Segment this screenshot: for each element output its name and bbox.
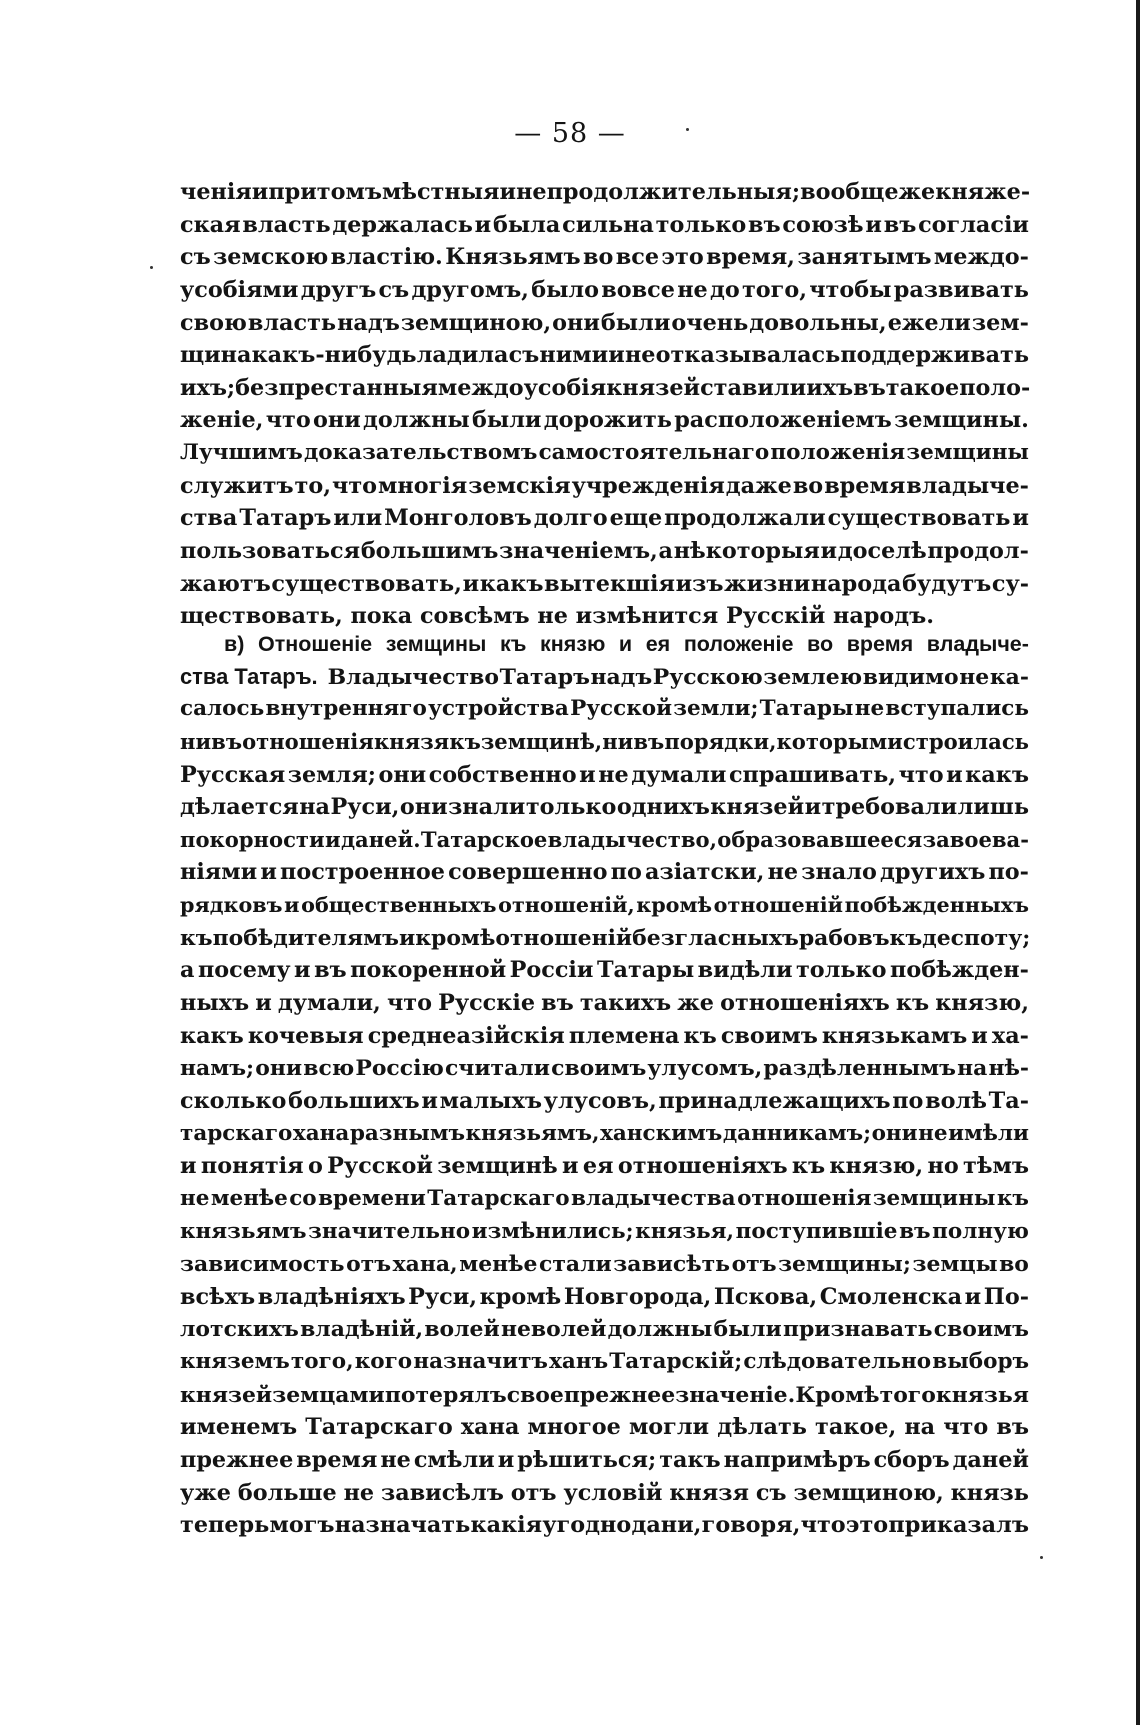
text-line: салось внутренняго устройства Русской земли; Татары не вступались xyxy=(180,696,1029,722)
section-heading-end: ства Татаръ. xyxy=(180,663,318,689)
text-line: ніями и построенное совершенно по азіатски, не знало другихъ по- xyxy=(180,859,1029,886)
text-line: князьямъ значительно измѣнились; князья, поступившіе въ полную xyxy=(180,1218,1029,1244)
text-line: прежнее время не смѣли и рѣшиться; такъ напримѣръ сборъ даней xyxy=(180,1447,1029,1474)
text-line: дѣлается на Руси, они знали только однихъ князей и требовали лишь xyxy=(180,794,1029,821)
text-line: какъ кочевыя среднеазійскія племена къ своимъ князькамъ и ха- xyxy=(180,1022,1029,1049)
text-line: съ земскою властію. Князьямъ во все это время, занятымъ междо- xyxy=(180,244,1029,271)
text-line: князей земцами потерялъ свое прежнее значеніе. Кромѣ того князья xyxy=(180,1381,1029,1408)
text-line: всѣхъ владѣніяхъ Руси, кромѣ Новгорода, Пскова, Смоленска и По- xyxy=(180,1283,1029,1310)
body-text-continuation: Владычество Татаръ надъ Русскою землею видимо не ка- xyxy=(327,663,1029,690)
text-line: жаютъ существовать, и какъ вытекшія изъ жизни народа будутъ су- xyxy=(180,570,1029,597)
text-line: тарскаго хана разнымъ князьямъ, ханскимъ данникамъ; они не имѣли xyxy=(180,1120,1029,1146)
section-heading: в) Отношеніе земщины къ князю и ея положеніе во время владыче- xyxy=(224,632,1029,656)
heading-continuation-line xyxy=(180,661,1029,694)
text-line: именемъ Татарскаго хана многое могли дѣлать такое, на что въ xyxy=(180,1414,1029,1441)
text-line: покорности и даней. Татарское владычество, образовавшееся завоева- xyxy=(180,826,1029,852)
text-line: а посему и въ покоренной Россіи Татары видѣли только побѣжден- xyxy=(180,957,1029,984)
paper-speck xyxy=(150,266,153,269)
text-line: къ побѣдителямъ и кромѣ отношеній безгласныхъ рабовъ къ деспоту; xyxy=(180,924,1031,951)
text-line: ныхъ и думали, что Русскіе въ такихъ же отношеніяхъ къ князю, xyxy=(180,990,1029,1017)
text-line: ихъ; безпрестанныя междоусобія князей ставили ихъ въ такое поло- xyxy=(180,374,1031,401)
text-line: ни въ отношенія князя къ земщинѣ, ни въ порядки, которыми строилась xyxy=(180,728,1029,754)
text-line: пользоваться большимъ значеніемъ, а нѣкоторыя и доселѣ продол- xyxy=(180,538,1029,565)
text-line: рядковъ и общественныхъ отношеній, кромѣ отношеній побѣжденныхъ xyxy=(180,893,1029,918)
text-line: зависимость отъ хана, менѣе стали зависѣть отъ земщины; земцы во xyxy=(180,1251,1029,1278)
text-line: ченія и притомъ мѣстныя и непродолжительныя; вообще же княже- xyxy=(180,179,1031,205)
text-line: женіе, что они должны были дорожить расположеніемъ земщины. xyxy=(180,407,1029,434)
page-number: — 58 — xyxy=(514,118,626,149)
paragraph-1 xyxy=(180,176,1029,633)
text-line: щина какъ-нибудь ладила съ ними и не отказывалась поддерживать xyxy=(180,342,1029,369)
section-heading-line xyxy=(180,628,1029,661)
text-line: усобіями другъ съ другомъ, было вовсе не до того, чтобы развивать xyxy=(180,276,1029,303)
page-edge-rule xyxy=(1136,0,1140,1725)
paper-speck xyxy=(686,128,689,131)
paragraph-2 xyxy=(180,628,1029,1542)
text-line: княземъ того, кого назначитъ ханъ Татарскій; слѣдовательно выборъ xyxy=(180,1349,1029,1375)
text-line: лотскихъ владѣній, волей неволей должны были признавать своимъ xyxy=(180,1316,1029,1343)
text-line: уже больше не зависѣлъ отъ условій князя съ земщиною, князь xyxy=(180,1479,1029,1506)
text-line: ществовать, пока совсѣмъ не измѣнится Русскій народъ. xyxy=(180,603,935,630)
text-line: служитъ то, что многія земскія учрежденія даже во время владыче- xyxy=(180,472,1029,499)
paper-speck xyxy=(1040,1556,1043,1559)
text-line: Лучшимъ доказательствомъ самостоятельнаго положенія земщины xyxy=(180,440,1029,466)
text-line: намъ; они всю Россію считали своимъ улусомъ, раздѣленнымъ на нѣ- xyxy=(180,1055,1029,1082)
text-line: ства Татаръ или Монголовъ долго еще продолжали существовать и xyxy=(180,505,1029,532)
text-line: ская власть держалась и была сильна только въ союзѣ и въ согласіи xyxy=(180,211,1029,238)
text-line: теперь могъ назначать какія угодно дани, говоря, что это приказалъ xyxy=(180,1512,1029,1539)
text-line: сколько большихъ и малыхъ улусовъ, принадлежащихъ по волѣ Та- xyxy=(180,1087,1029,1114)
text-line: свою власть надъ земщиною, они были очень довольны, ежели зем- xyxy=(180,309,1029,336)
paragraph-2-body xyxy=(180,693,1029,1542)
text-line: не менѣе со времени Татарскаго владычества отношенія земщины къ xyxy=(180,1185,1029,1211)
text-line: и понятія о Русской земщинѣ и ея отношеніяхъ къ князю, но тѣмъ xyxy=(180,1153,1029,1180)
text-line: Русская земля; они собственно и не думали спрашивать, что и какъ xyxy=(180,761,1029,788)
